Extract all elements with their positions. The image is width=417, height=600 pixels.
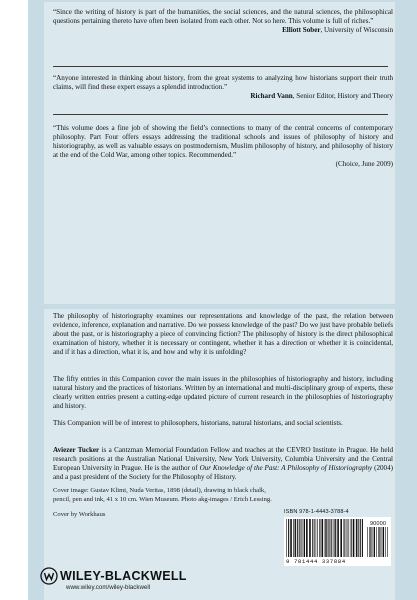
price-code: 90000 — [369, 521, 387, 527]
barcode-bar — [331, 519, 332, 557]
barcode-bar — [328, 519, 329, 557]
review-3 — [53, 124, 393, 169]
author-book-title: Our Knowledge of the Past: A Philosophy of Historiography — [199, 464, 373, 473]
barcode-bar — [379, 527, 380, 557]
barcode-bar — [378, 527, 379, 557]
barcode-bar — [381, 527, 382, 557]
barcode-bar — [316, 519, 317, 557]
barcode-bar — [325, 519, 326, 557]
reviewer-affiliation: , University of Wisconsin — [320, 26, 393, 35]
barcode-bar — [317, 519, 318, 557]
divider — [53, 114, 388, 115]
author-bio — [53, 446, 393, 482]
barcode-bar — [351, 519, 352, 557]
author-name: Aviezer Tucker — [53, 446, 100, 454]
review-1 — [53, 8, 393, 35]
barcode-bar — [309, 519, 311, 557]
reviewer-affiliation: , Senior Editor, History and Theory — [292, 92, 393, 101]
barcode-bar — [293, 519, 294, 557]
barcode-bar — [290, 519, 292, 557]
price-barcode-bars — [367, 527, 389, 557]
barcode-bar — [303, 519, 304, 557]
review-attribution — [53, 26, 393, 35]
barcode-bar — [370, 527, 371, 557]
description-paragraph: This Companion will be of interest to philosophers, historians, natural historians, and social scientists. — [53, 419, 343, 427]
barcode-bar — [288, 519, 289, 557]
barcode-bar — [360, 519, 361, 557]
barcode-bar — [347, 519, 348, 557]
barcode-digits: 9 781444 337884 — [284, 557, 391, 566]
publisher-url[interactable]: www.wiley.com/wiley-blackwell — [66, 584, 151, 591]
barcode-bar — [312, 519, 313, 557]
barcode-bar — [349, 519, 350, 557]
review-2 — [53, 74, 393, 101]
isbn-text: ISBN 978-1-4443-3788-4 — [284, 509, 349, 515]
barcode-bar — [346, 519, 347, 557]
barcode-bar — [385, 527, 386, 557]
barcode-bar — [326, 519, 327, 557]
barcode-bar — [286, 519, 287, 557]
barcode-bar — [299, 519, 300, 557]
barcode-bar — [322, 519, 324, 557]
barcode-bar — [372, 527, 373, 557]
barcode-bar — [337, 519, 339, 557]
barcode-bar — [304, 519, 305, 557]
reviewer-name: Elliott Sober — [282, 26, 321, 35]
barcode-bar — [356, 519, 357, 557]
barcode-bar — [314, 519, 315, 557]
barcode-bar — [374, 527, 375, 557]
barcode-bar — [335, 519, 336, 557]
divider — [53, 66, 388, 67]
publisher-name: WILEY-BLACKWELL — [60, 569, 187, 583]
barcode-bar — [373, 527, 374, 557]
barcode-bar — [334, 519, 335, 557]
barcode-bar — [295, 519, 296, 557]
review-attribution — [53, 92, 393, 101]
barcode-bar — [362, 519, 363, 557]
cover-image-credit: Cover image: Gustav Klimt, Nuda Veritas, 1898 (detail), drawing in black chalk, pencil, pen and ink, 41 x 10 cm. Wien Museum. Photo akg-images / Erich Lessing. — [53, 487, 272, 503]
barcode-bar — [367, 527, 368, 557]
barcode — [284, 517, 391, 557]
barcode-bar — [387, 527, 388, 557]
barcode-block — [284, 509, 391, 566]
book-description-3 — [53, 419, 393, 428]
barcode-bars — [286, 519, 364, 557]
barcode-bar — [302, 519, 303, 557]
publisher-logo-icon — [40, 567, 58, 585]
description-paragraph: The philosophy of historiography examines our representations and knowledge of the past, the relation between evidence, inference, explanation and narrative. Do we possess knowledge of the past? Do we just have probable beliefs about the past, or is historiography a piece of convincing fiction? The philosophy of history is the direct philosophical examination of history, whether it is necessary or contingent, whether it has a direction or whether it is coincidental, and if it has a direction, what it is, and how and why it is unfolding? — [53, 312, 393, 357]
barcode-bar — [306, 519, 308, 557]
book-description — [53, 312, 393, 357]
book-description-2 — [53, 375, 393, 411]
barcode-bar — [382, 527, 383, 557]
reviewer-affiliation: (Choice, June 2009) — [335, 160, 393, 169]
review-quote: “Anyone interested in thinking about history, from the great systems to analyzing how historians support their truth claims, will find these expert essays a splendid introduction.” — [53, 74, 393, 92]
barcode-bar — [319, 519, 320, 557]
barcode-bar — [383, 527, 384, 557]
barcode-bar — [344, 519, 345, 557]
barcode-bar — [376, 527, 377, 557]
review-quote: “Since the writing of history is part of the humanities, the social sciences, and the natural sciences, the philosophical questions pertaining thereto have often been isolated from each other. Not so here. This volume is full of riches.” — [53, 8, 393, 26]
review-quote: “This volume does a fine job of showing the field’s connections to many of the central concerns of contemporary philosophy. Part Four offers essays addressing the traditional schools and issues of philosophy of history and historiography, as well as valuable essays on postmodernism, Muslim philosophy of history, and philosophy of history at the end of the Cold War, among other topics. Recommended.” — [53, 124, 393, 160]
author-bio-text: is a Cantzman Memorial Foundation Fellow and teaches at the CEVRO Institute in Prague. He held research positions at the Australian National University, New York University, Columbia University and the Central European University in Prague. He is the author of — [53, 446, 393, 473]
barcode-bar — [340, 519, 342, 557]
barcode-bar — [369, 527, 370, 557]
barcode-bar — [353, 519, 355, 557]
author-bio-text-2: (2004) and a past president of the Society for the Philosophy of History. — [53, 464, 393, 482]
barcode-bar — [358, 519, 359, 557]
reviewer-name: Richard Vann — [250, 92, 293, 101]
barcode-bar — [297, 519, 298, 557]
description-paragraph: The fifty entries in this Companion cover the main issues in the philosophies of historiography and history, including natural history and the practices of historians. Written by an international and multi-disciplinary group of experts, these clearly written entries present a cutting-edge updated picture of current research in the philosophies of historiography and history. — [53, 375, 393, 411]
barcode-bar — [333, 519, 334, 557]
review-attribution — [53, 160, 393, 169]
cover-design-credit: Cover by Workhaus — [53, 511, 106, 518]
